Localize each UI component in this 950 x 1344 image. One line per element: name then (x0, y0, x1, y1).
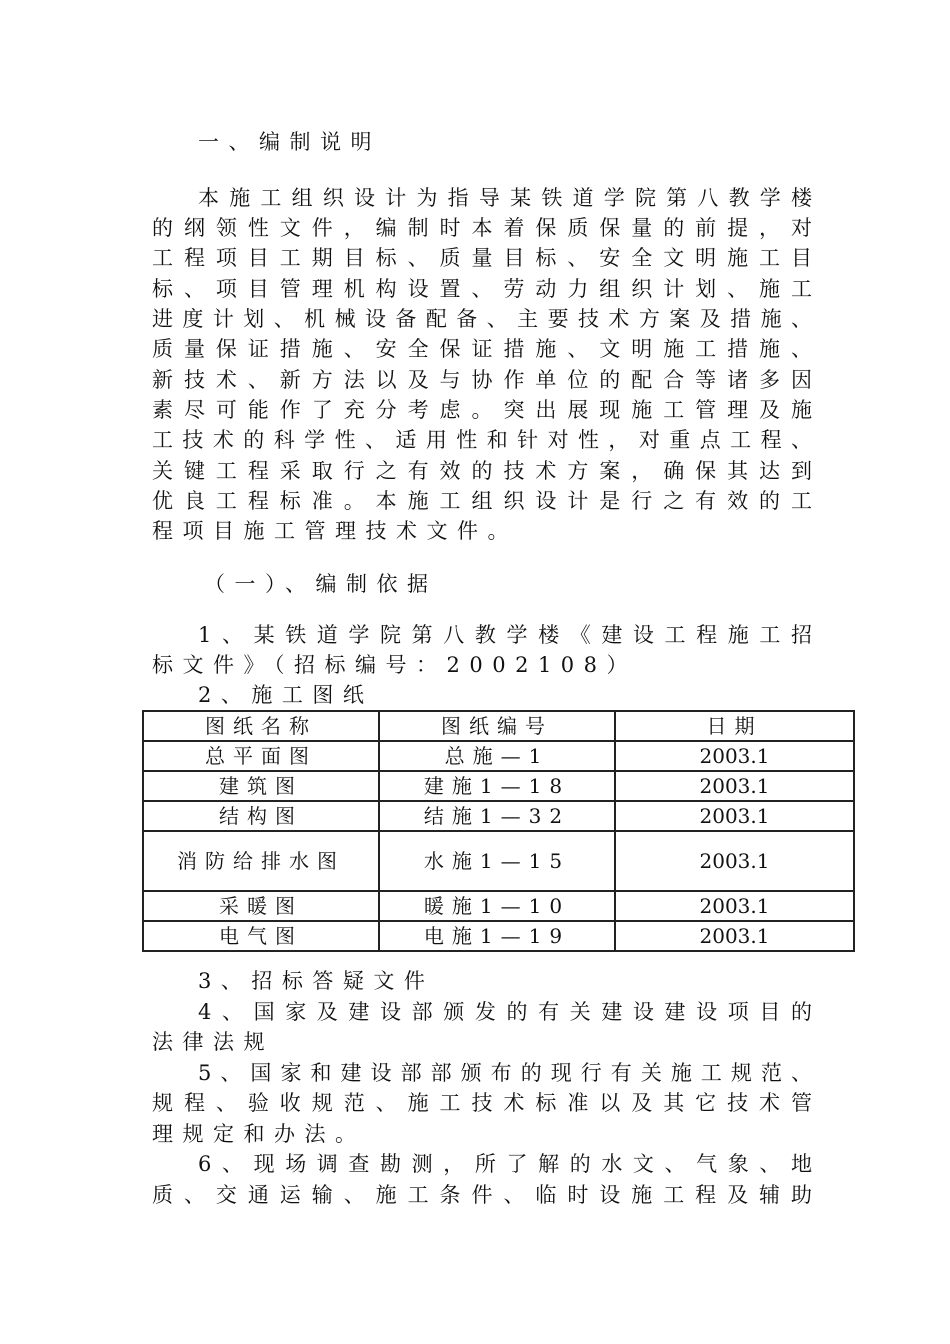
table-cell: 建筑图 (143, 771, 379, 801)
table-cell: 2003.1 (615, 921, 854, 951)
table-row (143, 801, 854, 831)
section-heading: 一、编制说明 (198, 130, 381, 154)
table-cell: 总平面图 (143, 741, 379, 771)
drawings-table (142, 710, 855, 952)
paragraph-line: 关键工程采取行之有效的技术方案，确保其达到 (152, 459, 812, 483)
table-header-cell: 日期 (615, 711, 854, 741)
table-row (143, 831, 854, 891)
list-item-line: 5、国家和建设部部颁布的现行有关施工规范、 (198, 1061, 812, 1085)
paragraph-line: 新技术、新方法以及与协作单位的配合等诸多因 (152, 368, 812, 392)
table-row (143, 891, 854, 921)
paragraph-line: 本施工组织设计为指导某铁道学院第八教学楼 (198, 186, 812, 210)
table-cell: 电气图 (143, 921, 379, 951)
table-cell: 暖施1—10 (379, 891, 615, 921)
paragraph-line: 工程项目工期目标、质量目标、安全文明施工目 (152, 246, 812, 270)
paragraph-line: 工技术的科学性、适用性和针对性，对重点工程、 (152, 428, 812, 452)
paragraph-line: 进度计划、机械设备配备、主要技术方案及措施、 (152, 307, 812, 331)
list-item-line: 标文件》（招标编号：2002108） (152, 653, 638, 677)
table-row (143, 921, 854, 951)
list-item-line: 3、招标答疑文件 (198, 969, 435, 993)
paragraph-line: 优良工程标准。本施工组织设计是行之有效的工 (152, 489, 812, 513)
paragraph-line: 质量保证措施、安全保证措施、文明施工措施、 (152, 337, 812, 361)
table-cell: 电施1—19 (379, 921, 615, 951)
table-cell: 总施—1 (379, 741, 615, 771)
table-cell: 2003.1 (615, 891, 854, 921)
list-item-line: 4、国家及建设部颁发的有关建设建设项目的 (198, 1000, 812, 1024)
table-cell: 水施1—15 (379, 831, 615, 891)
list-item-line: 1、某铁道学院第八教学楼《建设工程施工招 (198, 623, 812, 647)
list-item-line: 规程、验收规范、施工技术标准以及其它技术管 (152, 1091, 812, 1115)
table-cell: 结施1—32 (379, 801, 615, 831)
paragraph-line: 素尽可能作了充分考虑。突出展现施工管理及施 (152, 398, 812, 422)
paragraph-line: 程项目施工管理技术文件。 (152, 519, 518, 543)
list-item-line: 理规定和办法。 (152, 1122, 366, 1146)
table-cell: 2003.1 (615, 771, 854, 801)
table-cell: 建施1—18 (379, 771, 615, 801)
list-item-line: 法律法规 (152, 1030, 274, 1054)
paragraph-line: 的纲领性文件，编制时本着保质保量的前提，对 (152, 216, 812, 240)
list-item-line: 6、现场调查勘测，所了解的水文、气象、地 (198, 1152, 812, 1176)
table-cell: 2003.1 (615, 741, 854, 771)
table-cell: 消防给排水图 (143, 831, 379, 891)
list-item-line: 2、施工图纸 (198, 683, 374, 707)
table-row (143, 771, 854, 801)
table-header-cell: 图纸编号 (379, 711, 615, 741)
table-cell: 采暖图 (143, 891, 379, 921)
list-item-line: 质、交通运输、施工条件、临时设施工程及辅助 (152, 1183, 812, 1207)
table-header-row (143, 711, 854, 741)
table-cell: 结构图 (143, 801, 379, 831)
table-cell: 2003.1 (615, 831, 854, 891)
paragraph-line: 标、项目管理机构设置、劳动力组织计划、施工 (152, 277, 812, 301)
subsection-heading: （一）、编制依据 (204, 572, 438, 596)
table-cell: 2003.1 (615, 801, 854, 831)
table-header-cell: 图纸名称 (143, 711, 379, 741)
table-row (143, 741, 854, 771)
